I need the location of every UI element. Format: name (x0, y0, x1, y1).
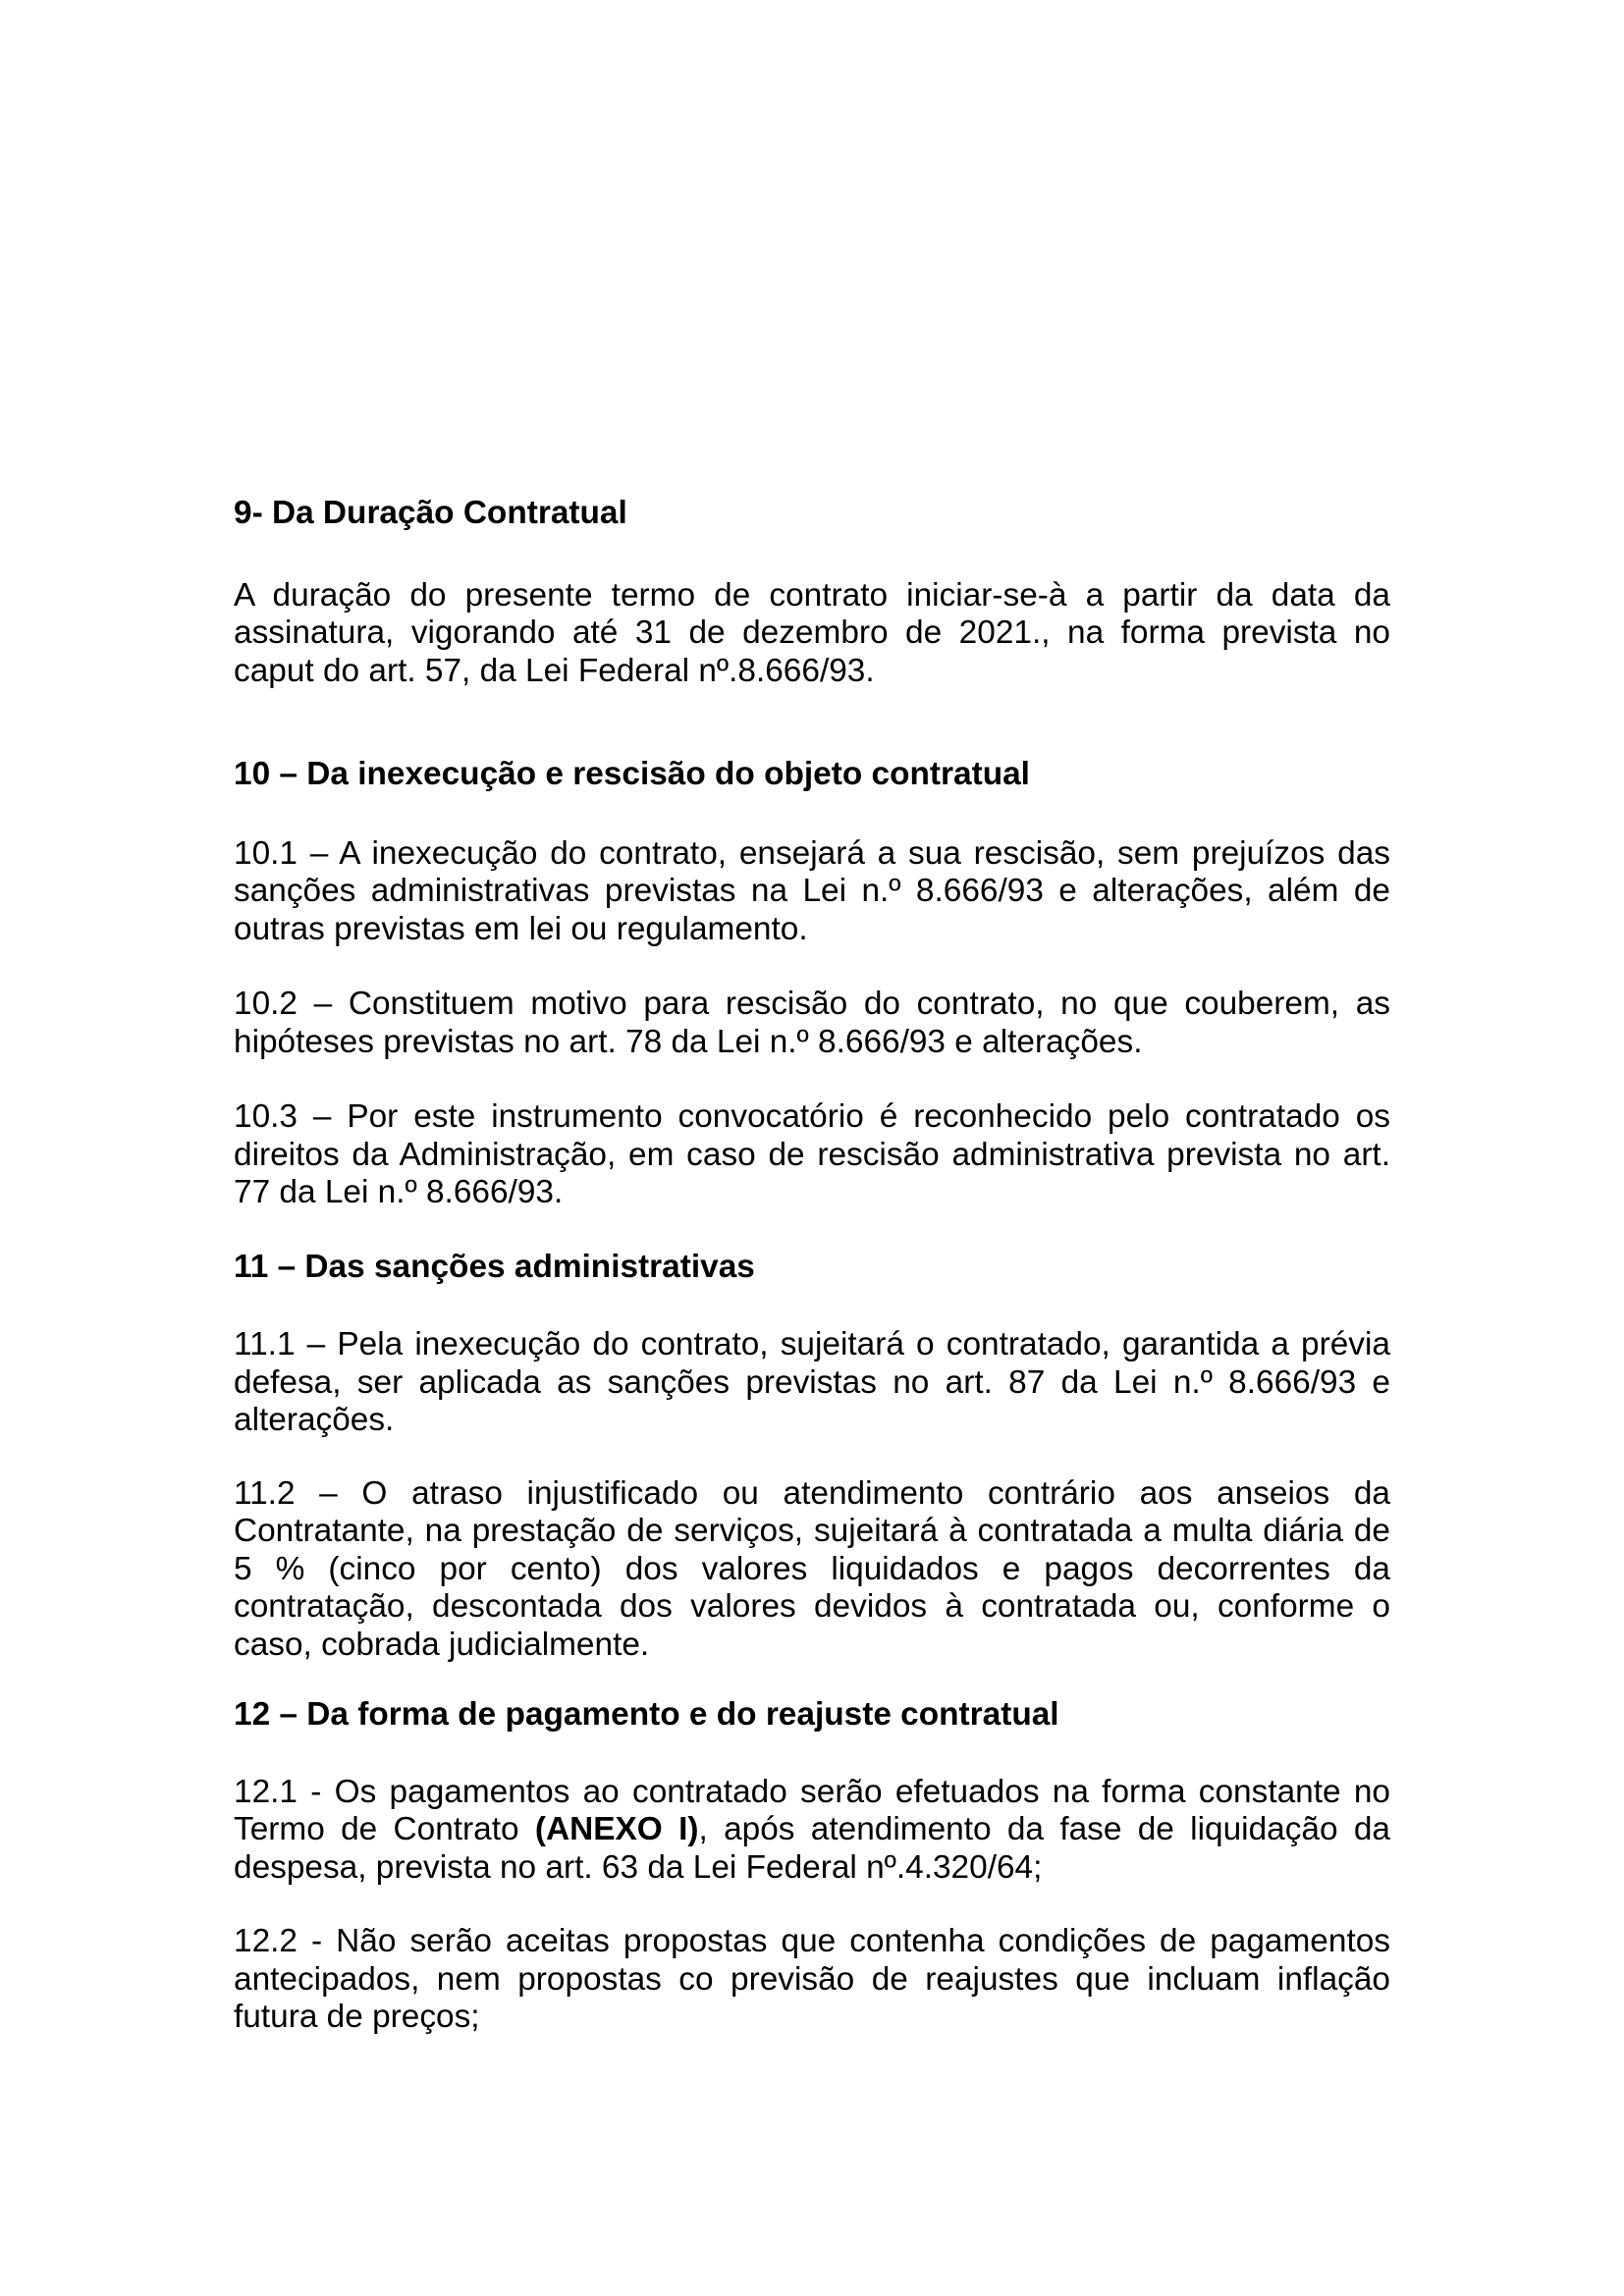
section-11-1-paragraph: 11.1 – Pela inexecução do contrato, sujeitará o contratado, garantida a prévia defesa, ser aplicada as sanções previstas no art. 87 da Lei n.º 8.666/93 e alterações. (234, 1326, 1390, 1438)
document-content (234, 495, 1390, 2037)
section-9-heading: 9- Da Duração Contratual (234, 495, 627, 531)
section-10-2-paragraph: 10.2 – Constituem motivo para rescisão do contrato, no que couberem, as hipóteses previstas no art. 78 da Lei n.º 8.666/93 e alterações. (234, 986, 1390, 1060)
section-12-1-anexo-reference: (ANEXO I) (534, 1811, 699, 1847)
section-10-1-paragraph: 10.1 – A inexecução do contrato, ensejará a sua rescisão, sem prejuízos das sanções administrativas previstas na Lei n.º 8.666/93 e alterações, além de outras previstas em lei ou regulamento. (234, 834, 1390, 947)
section-12-2-paragraph: 12.2 - Não serão aceitas propostas que contenha condições de pagamentos antecipados, nem propostas co previsão de reajustes que incluam inflação futura de preços; (234, 1923, 1390, 2035)
section-9-paragraph: A duração do presente termo de contrato iniciar-se-à a partir da data da assinatura, vigorando até 31 de dezembro de 2021., na forma prevista no caput do art. 57, da Lei Federal nº.8.666/93. (234, 576, 1390, 689)
section-12-1-text-before-bold: 12.1 - Os pagamentos ao contratado serão efetuados na forma constante no Termo de Contrato (234, 1773, 1390, 1847)
section-12-1-text-after-bold: , após atendimento da fase de liquidação da despesa, prevista no art. 63 da Lei Federal nº.4.320/64; (234, 1811, 1391, 1886)
section-10-3-paragraph: 10.3 – Por este instrumento convocatório é reconhecido pelo contratado os direitos da Administração, em caso de rescisão administrativa prevista no art. 77 da Lei n.º 8.666/93. (234, 1098, 1390, 1210)
section-11-heading: 11 – Das sanções administrativas (234, 1248, 755, 1285)
section-12-heading: 12 – Da forma de pagamento e do reajuste contratual (234, 1696, 1059, 1733)
section-11-2-paragraph: 11.2 – O atraso injustificado ou atendimento contrário aos anseios da Contratante, na prestação de serviços, sujeitará à contratada a multa diária de 5 % (cinco por cento) dos valores liquidados e pagos decorrentes da contratação, descontada dos valores devidos à contratada ou, conforme o caso, cobrada judicialmente. (234, 1474, 1390, 1663)
section-12-1-paragraph (234, 1774, 1390, 1888)
section-10-heading: 10 – Da inexecução e rescisão do objeto contratual (234, 756, 1030, 792)
